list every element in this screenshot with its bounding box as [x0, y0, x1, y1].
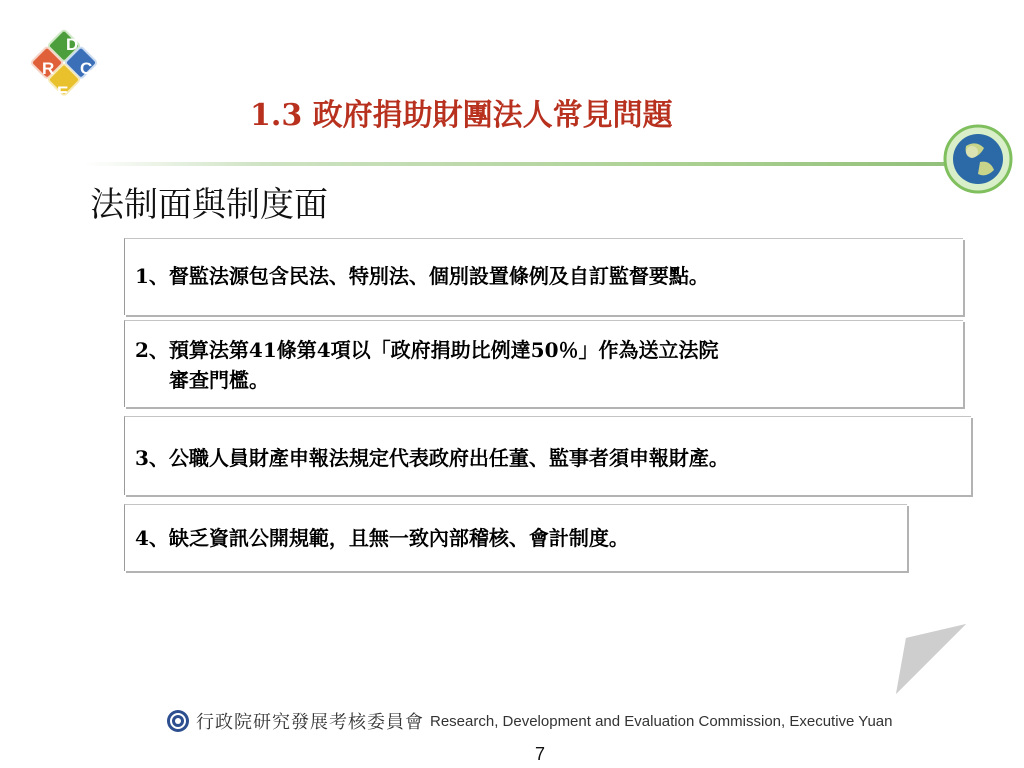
issue-box-3	[124, 416, 971, 495]
seal-icon	[166, 709, 190, 733]
slide-title: 1.3 政府捐助財團法人常見問題	[250, 98, 673, 133]
issue-box-4	[124, 504, 907, 571]
globe-icon	[938, 122, 1016, 196]
rdec-logo-icon	[14, 12, 114, 112]
footer	[166, 706, 892, 736]
page-curl-icon	[896, 624, 966, 694]
footer-org-en: Research, Development and Evaluation Commission, Executive Yuan	[430, 712, 893, 730]
issue-text-2-cont: 審查門檻。	[169, 368, 269, 392]
section-subtitle: 法制面與制度面	[90, 185, 328, 225]
issue-text-2: 2、預算法第41條第4項以「政府捐助比例達50％」作為送立法院	[135, 338, 719, 362]
issue-text-1: 1、督監法源包含民法、特別法、個別設置條例及自訂監督要點。	[135, 264, 709, 288]
issue-box-2	[124, 320, 963, 407]
logo-letter-e: E	[57, 83, 69, 102]
footer-org-zh: 行政院研究發展考核委員會	[196, 712, 424, 733]
logo-letter-d: D	[66, 35, 79, 54]
issue-box-1	[124, 238, 963, 315]
logo-letter-r: R	[42, 59, 55, 78]
logo-letter-c: C	[80, 59, 93, 78]
title-divider	[84, 162, 974, 166]
issue-text-3: 3、公職人員財產申報法規定代表政府出任董、監事者須申報財產。	[135, 446, 729, 470]
issue-text-4: 4、缺乏資訊公開規範，且無一致內部稽核、會計制度。	[135, 526, 629, 550]
page-number: 7	[535, 744, 546, 764]
